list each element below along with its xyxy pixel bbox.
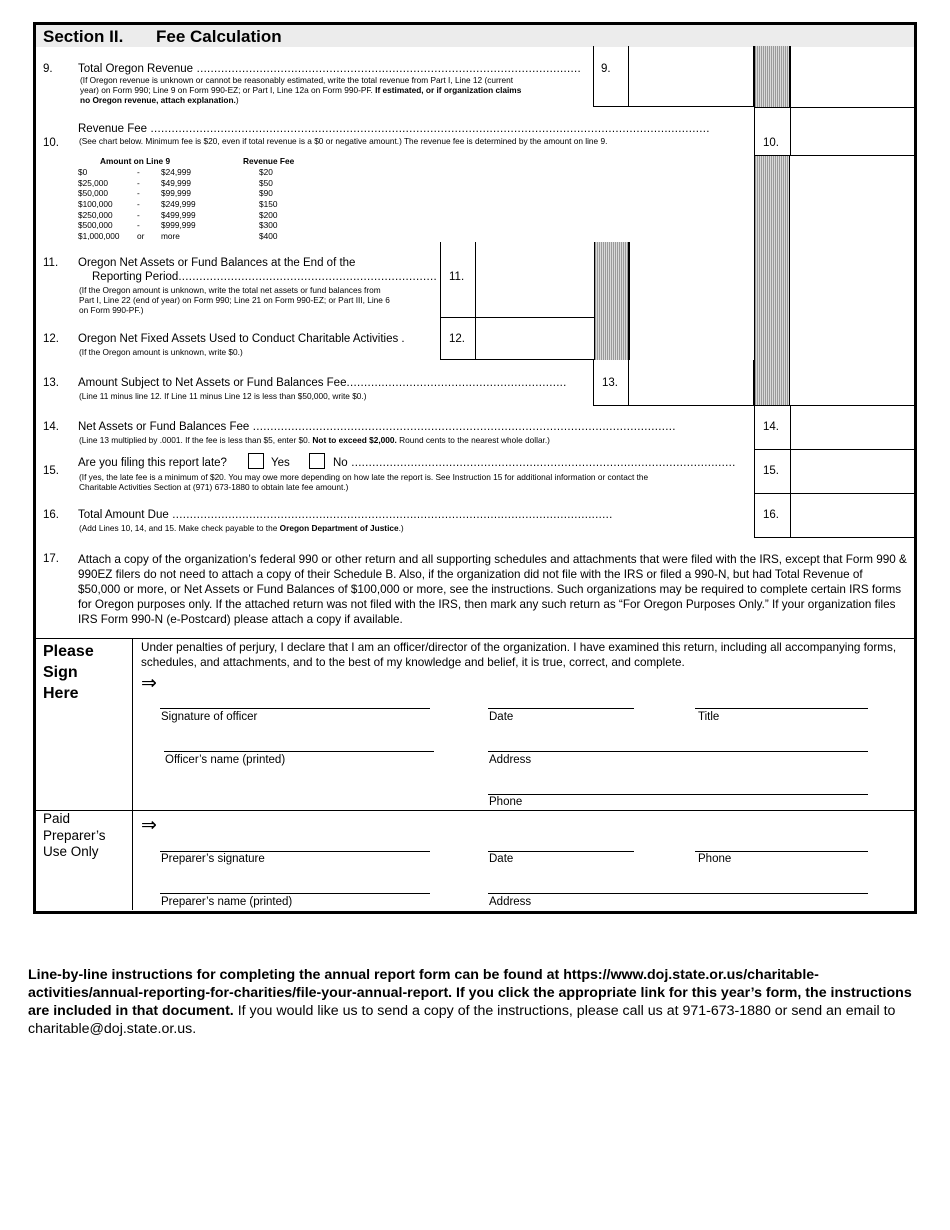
line-15-note: (If yes, the late fee is a minimum of $20. You may owe more depending on how late the report is. See Instruction 15 for additional information or contact the Charitable Activities Section at (971) 673-1880 to obtain late fee amount.)	[79, 472, 649, 492]
line-12-amount-box[interactable]	[476, 318, 594, 359]
preparer-signature-label: Preparer’s signature	[161, 853, 265, 865]
line-15-box-number: 15.	[763, 465, 779, 477]
fee-chart-header-fee: Revenue Fee	[243, 156, 295, 166]
fee-chart-cell-fee: $20	[259, 167, 273, 177]
shaded-column	[754, 46, 790, 107]
section-number: Section II.	[43, 27, 124, 46]
line-15-label: Are you filing this report late?	[78, 457, 227, 469]
fee-chart-cell-fee: $90	[259, 188, 273, 199]
line-13-box-divider	[628, 360, 629, 406]
fee-chart-cell-from: $100,000	[78, 199, 113, 210]
line-15-number: 15.	[43, 465, 59, 477]
preparer-address-field[interactable]	[488, 893, 868, 894]
fee-chart-cell-from: $250,000	[78, 209, 113, 220]
sign-arrow-icon: ⇒	[141, 673, 157, 694]
line-11-note: (If the Oregon amount is unknown, write the total net assets or fund balances from Part I, Line 22 (end of year) on Form 990; Line 21 on Form 990-EZ; or Part III, Line 6 on Form 990-PF.)	[79, 285, 390, 315]
officer-date-label: Date	[489, 711, 514, 723]
line-16-box-number: 16.	[763, 509, 779, 521]
fee-chart-cell-sep: -	[137, 167, 140, 177]
officer-signature-field[interactable]	[160, 708, 430, 709]
fee-chart-row	[78, 199, 338, 210]
preparer-date-field[interactable]	[488, 851, 634, 852]
line-9-label: Total Oregon Revenue ..............................................................................................................	[78, 63, 582, 75]
instructions-footer	[28, 966, 923, 1038]
line-10-number: 10.	[43, 137, 59, 149]
fee-chart-cell-to: $99,999	[161, 188, 191, 199]
line-14-amount-box[interactable]	[791, 406, 913, 448]
fee-chart-cell-to: more	[161, 231, 180, 242]
shaded-column-lower	[754, 155, 790, 405]
line-9-amount-box[interactable]	[593, 46, 754, 107]
fee-chart-row	[78, 231, 338, 242]
officer-name-field[interactable]	[164, 751, 434, 752]
line-13-note: (Line 11 minus line 12. If Line 11 minus Line 12 is less than $50,000, write $0.)	[79, 391, 367, 401]
line-16-amount-box[interactable]	[791, 494, 913, 537]
please-sign-here-heading: Please Sign Here	[43, 643, 94, 702]
line-10-note: (See chart below. Minimum fee is $20, even if total revenue is a $0 or negative amount.) The revenue fee is determined by the amount on line 9.	[79, 136, 608, 146]
fee-chart-cell-from: $50,000	[78, 188, 108, 199]
paid-preparer-heading: Paid Preparer’s Use Only	[43, 811, 106, 859]
line-12-right-border	[629, 242, 630, 360]
fee-chart-cell-fee: $200	[259, 209, 278, 220]
fee-chart-cell-sep: -	[137, 220, 140, 231]
officer-name-label: Officer’s name (printed)	[165, 754, 286, 766]
officer-title-label: Title	[698, 711, 720, 723]
preparer-phone-label: Phone	[698, 853, 732, 865]
fee-chart-row	[78, 167, 338, 178]
line-17-number: 17.	[43, 553, 59, 565]
line-12-note: (If the Oregon amount is unknown, write $0.)	[79, 347, 243, 357]
fee-chart-cell-sep: -	[137, 188, 140, 199]
fee-chart-cell-sep: -	[137, 199, 140, 210]
fee-chart-row	[78, 178, 338, 189]
fee-chart-cell-to: $999,999	[161, 220, 196, 231]
preparer-arrow-icon: ⇒	[141, 815, 157, 836]
fee-chart-cell-to: $499,999	[161, 209, 196, 220]
preparer-address-label: Address	[489, 896, 532, 908]
fee-chart-cell-fee: $150	[259, 199, 278, 210]
fee-chart-header-amount: Amount on Line 9	[100, 156, 171, 166]
line-14-note: (Line 13 multiplied by .0001. If the fee is less than $5, enter $0. Not to exceed $2,000. Round cents to the nearest whole dollar.)	[79, 435, 550, 445]
line-11-amount-box[interactable]	[476, 243, 594, 316]
fee-chart-cell-to: $24,999	[161, 167, 191, 177]
officer-address-label: Address	[489, 754, 532, 766]
line-9-box-divider	[628, 46, 629, 107]
line-9-note: (If Oregon revenue is unknown or cannot be reasonably estimated, write the total revenue from Part I, Line 12 (current year) on Form 990; Line 9 on Form 990-EZ; or Part I, Line 12a on Form 990-PF. If estimated, or if organization claims no Oregon revenue, attach explanation.)	[80, 75, 522, 105]
line-11-label-a: Oregon Net Assets or Fund Balances at the End of the	[78, 257, 356, 269]
fee-chart-cell-sep: -	[137, 209, 140, 220]
fee-chart-rows	[78, 167, 338, 242]
line-9-number: 9.	[43, 63, 53, 75]
sign-section-divider	[132, 638, 133, 910]
sign-section-top-rule	[36, 638, 914, 639]
line-17-text: Attach a copy of the organization’s federal 990 or other return and all supporting schedules and attachments that were filed with the IRS, except that Form 990 & 990EZ filers do not need to attach a copy of their Schedule B. Also, if the organization did not file with the IRS or filed a 990-N, but had Total Revenue of $50,000 or more, or Net Assets or Fund Balances of $100,000 or more, see the instructions. Such organizations may be required to complete certain IRS forms for Oregon purposes only. If the attached return was not filed with the IRS, then mark any such return as “For Oregon Purposes Only.” If your organization files IRS Form 990-N (e-Postcard) please attach a copy if available.	[78, 553, 907, 626]
fee-chart-cell-from: $0	[78, 167, 88, 177]
fee-chart-cell-sep: or	[137, 231, 145, 242]
line-9-box-number: 9.	[601, 63, 611, 75]
line-16-label: Total Amount Due ..............................................................................................................................	[78, 509, 613, 521]
line-10-box-number: 10.	[763, 137, 779, 149]
line-12-label: Oregon Net Fixed Assets Used to Conduct Charitable Activities .	[78, 333, 405, 345]
preparer-section-top-rule	[36, 810, 914, 811]
footer-normal-text: If you would like us to send a copy of the instructions, please call us at 971-673-1880 or send an email to charitable@doj.state.or.us.	[28, 1003, 896, 1037]
officer-phone-label: Phone	[489, 796, 523, 808]
preparer-name-label: Preparer’s name (printed)	[161, 896, 293, 908]
line-11-box-number: 11.	[449, 271, 465, 283]
preparer-name-field[interactable]	[160, 893, 430, 894]
officer-signature-label: Signature of officer	[161, 711, 258, 723]
line-11-label-b: Reporting Period..........................................................................	[92, 271, 437, 283]
preparer-phone-field[interactable]	[695, 851, 868, 852]
line-11-number: 11.	[43, 257, 59, 269]
line-15-amount-box[interactable]	[791, 450, 913, 492]
late-no-label: No ..............................................................................................................	[333, 457, 736, 469]
officer-phone-field[interactable]	[488, 794, 868, 795]
line-14-label: Net Assets or Fund Balances Fee .........................................................................................................................	[78, 421, 676, 433]
fee-chart-cell-fee: $300	[259, 220, 278, 231]
line-12-box-number: 12.	[449, 333, 465, 345]
line-13-box-number: 13.	[602, 377, 618, 389]
section-header	[36, 25, 914, 47]
line-12-number: 12.	[43, 333, 59, 345]
late-yes-checkbox[interactable]	[248, 453, 264, 469]
officer-date-field[interactable]	[488, 708, 634, 709]
shaded-column-mid	[594, 242, 629, 360]
fee-chart-cell-from: $25,000	[78, 177, 108, 188]
preparer-date-label: Date	[489, 853, 514, 865]
fee-chart-cell-fee: $50	[259, 177, 273, 188]
officer-title-field[interactable]	[695, 708, 868, 709]
footer-bold-text: Line-by-line instructions for completing the annual report form can be found at https://www.doj.state.or.us/charitable-activities/annual-reporting-for-charities/file-your-annual-report. If you click the appropriate link for this year’s form, the instructions are included in that document.	[28, 967, 912, 1019]
officer-address-field[interactable]	[488, 751, 868, 752]
fee-chart-cell-to: $49,999	[161, 177, 191, 188]
section-title: Fee Calculation	[156, 27, 282, 46]
line-10-label: Revenue Fee ................................................................................................................................................................	[78, 123, 710, 135]
late-yes-label: Yes	[271, 457, 290, 469]
fee-chart-cell-to: $249,999	[161, 199, 196, 210]
preparer-signature-field[interactable]	[160, 851, 430, 852]
line-13-label: Amount Subject to Net Assets or Fund Balances Fee...............................................................	[78, 377, 567, 389]
late-no-checkbox[interactable]	[309, 453, 325, 469]
fee-chart-cell-fee: $400	[259, 231, 278, 242]
line-14-box-number: 14.	[763, 421, 779, 433]
fee-chart-cell-from: $500,000	[78, 220, 113, 231]
perjury-declaration: Under penalties of perjury, I declare that I am an officer/director of the organization. I have examined this return, including all accompanying forms, schedules, and attachments, and to the best of my knowledge and belief, it is true, correct, and complete.	[141, 641, 897, 669]
fee-chart-row	[78, 210, 338, 221]
line-13-number: 13.	[43, 377, 59, 389]
fee-chart-row	[78, 220, 338, 231]
line-14-number: 14.	[43, 421, 59, 433]
revenue-fee-chart	[78, 156, 338, 242]
fee-chart-row	[78, 188, 338, 199]
fee-chart-cell-from: $1,000,000	[78, 231, 120, 242]
line-16-number: 16.	[43, 509, 59, 521]
line-16-note: (Add Lines 10, 14, and 15. Make check payable to the Oregon Department of Justice.)	[79, 523, 404, 533]
fee-chart-cell-sep: -	[137, 177, 140, 188]
